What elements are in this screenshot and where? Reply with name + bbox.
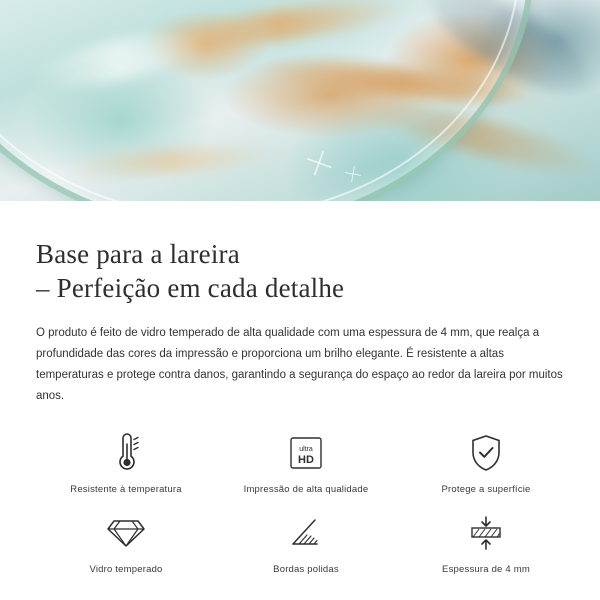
ultra-hd-icon: [216, 431, 396, 475]
hero-bottom-fade: [0, 201, 600, 215]
diamond-icon: [36, 511, 216, 555]
svg-text:HD: HD: [298, 454, 314, 466]
thermometer-icon: [36, 431, 216, 475]
polished-edges-icon: [216, 511, 396, 555]
feature-label: Protege a superfície: [441, 484, 531, 495]
feature-label: Vidro temperado: [89, 564, 163, 575]
feature-item: [396, 511, 576, 575]
feature-label: Resistente à temperatura: [70, 484, 182, 495]
svg-text:ultra: ultra: [299, 446, 313, 453]
hero-product-image: [0, 0, 600, 215]
feature-item: [36, 431, 216, 495]
headline-line-2: – Perfeição em cada detalhe: [36, 273, 345, 303]
feature-item: [36, 511, 216, 575]
feature-label: Bordas polidas: [273, 564, 339, 575]
sparkle-icon: [344, 165, 363, 184]
feature-item: [216, 431, 396, 495]
content-area: [0, 237, 600, 575]
thickness-arrows-icon: [396, 511, 576, 555]
feature-label: Impressão de alta qualidade: [243, 484, 369, 495]
feature-grid: [36, 431, 564, 575]
feature-item: [396, 431, 576, 495]
headline-line-1: Base para a lareira: [36, 239, 240, 269]
feature-label: Espessura de 4 mm: [442, 564, 530, 575]
shield-check-icon: [396, 431, 576, 475]
page-title: [36, 237, 564, 305]
feature-item: [216, 511, 396, 575]
product-description-text: O produto é feito de vidro temperado de alta qualidade com uma espessura de 4 mm, que realça a profundidade das cores da impressão e proporciona um brilho elegante. É resistente a altas temperaturas e protege contra danos, garantindo a segurança do espaço ao redor da lareira por muitos anos.: [36, 327, 563, 402]
